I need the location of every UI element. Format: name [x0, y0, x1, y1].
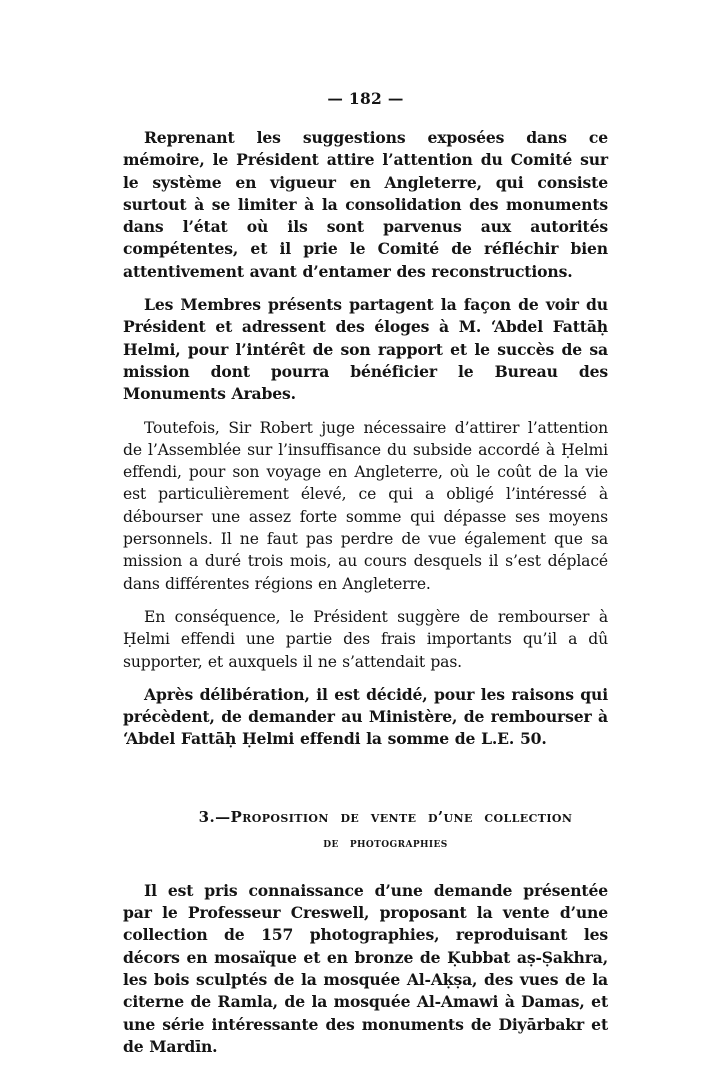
paragraph-membres: Les Membres présents partagent la façon de voir du Président et adressent des éloges à M. ‘Abdel Fattāḥ Helmi, pour l’intérêt de son rapport et le succès de sa mission dont pourra bénéficier le Bureau des Monuments Arabes.: [123, 295, 608, 404]
section-heading-line2: de photographies: [323, 834, 448, 851]
paragraph-creswell: Il est pris connaissance d’une demande présentée par le Professeur Creswell, proposant la vente d’une collection de 157 photographies, reproduisant les décors en mosaïque et en bronze de Ḳubbat aṣ-Ṣakhra, les bois sculptés de la mosquée Al-Aḳṣa, des vues de la citerne de Ramla, de la mosquée Al-Amawi à Damas, et une série intéressante des monuments de Diyārbakr et de Mardīn.: [123, 880, 608, 1056]
paragraph-toutefois: Toutefois, Sir Robert juge nécessaire d’attirer l’attention de l’Assemblée sur l’insuffisance du subside accordé à Ḥelmi effendi, pour son voyage en Angleterre, où le coût de la vie est particulièrement élevé, ce qui a obligé l’intéressé à débourser une assez forte somme qui dépasse ses moyens personnels. Il ne faut pas perdre de vue également que sa mission a duré trois mois, au cours desquels il s’est déplacé dans différentes régions en Angleterre.: [123, 418, 608, 593]
paragraph-reprenant: Reprenant les suggestions exposées dans ce mémoire, le Président attire l’attention du Comité sur le système en vigueur en Angleterre, qui consiste surtout à se limiter à la consolidation des monuments dans l’état où ils sont parvenus aux autorités compétentes, et il prie le Comité de réfléchir bien attentivement avant d’entamer des reconstructions.: [123, 128, 608, 281]
section-heading: [123, 807, 608, 853]
section-heading-line1: 3.—Proposition de vente d’une collection: [198, 807, 573, 826]
paragraph-deliberation: Après délibération, il est décidé, pour les raisons qui précèdent, de demander au Ministère, de rembourser à ‘Abdel Fattāḥ Ḥelmi effendi la somme de L.E. 50.: [123, 684, 608, 749]
paragraph-consequence: En conséquence, le Président suggère de rembourser à Ḥelmi effendi une partie des frais importants qu’il a dû supporter, et auxquels il ne s’attendait pas.: [123, 607, 608, 671]
page-number: — 182 —: [327, 89, 404, 108]
document-page: [123, 88, 608, 1069]
